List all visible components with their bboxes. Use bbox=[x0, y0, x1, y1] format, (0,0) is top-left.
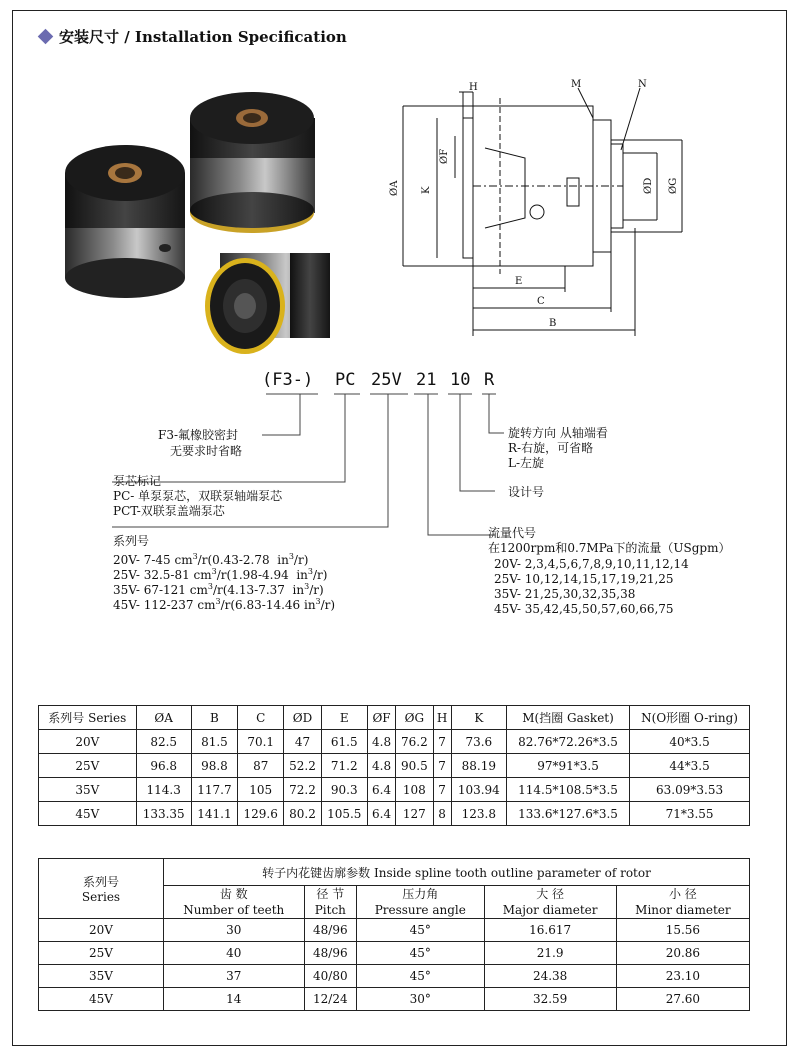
drawing-label-b: B bbox=[549, 318, 557, 329]
cell: 52.2 bbox=[284, 754, 321, 778]
table-row bbox=[39, 730, 750, 754]
cell: 12/24 bbox=[304, 988, 357, 1011]
cell: 82.76*72.26*3.5 bbox=[506, 730, 629, 754]
cell: 4.8 bbox=[367, 754, 395, 778]
cell: 71*3.55 bbox=[630, 802, 750, 826]
th-teeth: 齿 数 Number of teeth bbox=[164, 886, 305, 919]
drawing-label-e: E bbox=[515, 276, 523, 287]
cell: 127 bbox=[396, 802, 433, 826]
cell: 27.60 bbox=[616, 988, 749, 1011]
cell: 108 bbox=[396, 778, 433, 802]
code-part-design: 10 bbox=[450, 370, 471, 390]
cell: 76.2 bbox=[396, 730, 433, 754]
th-f: ØF bbox=[367, 706, 395, 730]
core-note-3: PCT-双联泵盖端泵芯 bbox=[113, 504, 225, 518]
th-d: ØD bbox=[284, 706, 321, 730]
cell: 6.4 bbox=[367, 802, 395, 826]
cell: 25V bbox=[39, 942, 164, 965]
cell: 32.59 bbox=[484, 988, 616, 1011]
flow-note-25v: 25V- 10,12,14,15,17,19,21,25 bbox=[494, 572, 674, 586]
cell: 20.86 bbox=[616, 942, 749, 965]
cartridge-back bbox=[190, 92, 315, 233]
code-part-flow: 21 bbox=[416, 370, 437, 390]
table-row bbox=[39, 919, 750, 942]
cell: 105 bbox=[238, 778, 284, 802]
cell: 48/96 bbox=[304, 919, 357, 942]
code-part-series: 25V bbox=[371, 370, 402, 390]
cell: 129.6 bbox=[238, 802, 284, 826]
th-pressure-angle: 压力角 Pressure angle bbox=[357, 886, 484, 919]
dimension-table-header bbox=[39, 706, 750, 730]
th-h: H bbox=[433, 706, 451, 730]
cell: 20V bbox=[39, 730, 137, 754]
series-note-35v: 35V- 67-121 $cm^3/r(4.13-7.37$ $in^3/r$) bbox=[113, 582, 324, 597]
core-note-2: PC- 单泵泵芯，双联泵轴端泵芯 bbox=[113, 489, 283, 503]
th-series: 系列号 Series bbox=[39, 706, 137, 730]
th-pitch: 径 节 Pitch bbox=[304, 886, 357, 919]
cell: 117.7 bbox=[191, 778, 237, 802]
cell: 114.3 bbox=[136, 778, 191, 802]
series-note-title: 系列号 bbox=[113, 534, 150, 548]
series-note-45v: 45V- 112-237 $cm^3/r(6.83-14.46$ $in^3/r$) bbox=[113, 597, 336, 612]
spline-table-title: 转子内花键齿廓参数 Inside spline tooth outline parameter of rotor bbox=[164, 859, 750, 886]
cell: 35V bbox=[39, 965, 164, 988]
series-note-25v: 25V- 32.5-81 $cm^3/r(1.98-4.94$ $in^3/r$) bbox=[113, 567, 328, 582]
spline-series-en: Series bbox=[81, 890, 121, 904]
th-k: K bbox=[451, 706, 506, 730]
cell: 14 bbox=[164, 988, 305, 1011]
table-row bbox=[39, 802, 750, 826]
cell: 87 bbox=[238, 754, 284, 778]
cell: 98.8 bbox=[191, 754, 237, 778]
product-photo bbox=[55, 78, 345, 358]
design-note: 设计号 bbox=[508, 485, 545, 499]
spline-series-header bbox=[39, 859, 164, 919]
cell: 63.09*3.53 bbox=[630, 778, 750, 802]
cell: 23.10 bbox=[616, 965, 749, 988]
cell: 141.1 bbox=[191, 802, 237, 826]
cell: 47 bbox=[284, 730, 321, 754]
dimension-table bbox=[38, 705, 750, 826]
cell: 45° bbox=[357, 942, 484, 965]
cell: 82.5 bbox=[136, 730, 191, 754]
cell: 45° bbox=[357, 919, 484, 942]
th-a: ØA bbox=[136, 706, 191, 730]
drawing-label-g: ØG bbox=[668, 177, 679, 194]
series-note-20v: 20V- 7-45 $cm^3/r(0.43-2.78$ $in^3/r$) bbox=[113, 552, 309, 567]
flow-note-1: 流量代号 bbox=[488, 526, 537, 540]
cell: 30 bbox=[164, 919, 305, 942]
spline-table-title-row bbox=[39, 859, 750, 886]
cell: 6.4 bbox=[367, 778, 395, 802]
rotation-note-2: R-右旋，可省略 bbox=[508, 441, 594, 455]
cell: 8 bbox=[433, 802, 451, 826]
code-part-f3: (F3-) bbox=[262, 370, 314, 390]
cell: 90.5 bbox=[396, 754, 433, 778]
cell: 71.2 bbox=[321, 754, 367, 778]
cell: 7 bbox=[433, 778, 451, 802]
cell: 16.617 bbox=[484, 919, 616, 942]
cell: 133.35 bbox=[136, 802, 191, 826]
drawing-label-k: K bbox=[421, 186, 432, 194]
drawing-label-a: ØA bbox=[389, 180, 400, 196]
cell: 103.94 bbox=[451, 778, 506, 802]
cell: 80.2 bbox=[284, 802, 321, 826]
th-g: ØG bbox=[396, 706, 433, 730]
flow-note-20v: 20V- 2,3,4,5,6,7,8,9,10,11,12,14 bbox=[494, 557, 689, 571]
rotation-note-1: 旋转方向 从轴端看 bbox=[508, 426, 608, 440]
cell: 40 bbox=[164, 942, 305, 965]
cell: 20V bbox=[39, 919, 164, 942]
cell: 45V bbox=[39, 988, 164, 1011]
heading-text: 安装尺寸 / Installation Specification bbox=[59, 28, 347, 46]
cell: 72.2 bbox=[284, 778, 321, 802]
th-minor-diameter: 小 径 Minor diameter bbox=[616, 886, 749, 919]
spline-table bbox=[38, 858, 750, 1011]
table-row bbox=[39, 754, 750, 778]
table-row bbox=[39, 942, 750, 965]
th-c: C bbox=[238, 706, 284, 730]
cell: 70.1 bbox=[238, 730, 284, 754]
seal-note-2: 无要求时省略 bbox=[170, 444, 243, 458]
cell: 45V bbox=[39, 802, 137, 826]
drawing-label-m: M bbox=[571, 79, 582, 90]
table-row bbox=[39, 778, 750, 802]
cell: 88.19 bbox=[451, 754, 506, 778]
cell: 25V bbox=[39, 754, 137, 778]
cell: 44*3.5 bbox=[630, 754, 750, 778]
core-note-1: 泵芯标记 bbox=[113, 474, 162, 488]
flow-note-2: 在1200rpm和0.7MPa下的流量（USgpm） bbox=[488, 541, 731, 555]
drawing-label-f: ØF bbox=[439, 148, 450, 164]
code-part-rotation: R bbox=[484, 370, 495, 390]
cell: 4.8 bbox=[367, 730, 395, 754]
cell: 37 bbox=[164, 965, 305, 988]
cell: 73.6 bbox=[451, 730, 506, 754]
cell: 97*91*3.5 bbox=[506, 754, 629, 778]
cell: 133.6*127.6*3.5 bbox=[506, 802, 629, 826]
cartridge-left bbox=[65, 145, 185, 298]
cell: 96.8 bbox=[136, 754, 191, 778]
dimension-drawing bbox=[385, 78, 695, 348]
spline-series-cn: 系列号 bbox=[82, 875, 119, 889]
drawing-label-n: N bbox=[638, 79, 647, 90]
code-part-pc: PC bbox=[335, 370, 356, 390]
cell: 35V bbox=[39, 778, 137, 802]
diamond-bullet-icon bbox=[38, 29, 54, 45]
cell: 7 bbox=[433, 730, 451, 754]
th-major-diameter: 大 径 Major diameter bbox=[484, 886, 616, 919]
cell: 45° bbox=[357, 965, 484, 988]
th-e: E bbox=[321, 706, 367, 730]
cell: 114.5*108.5*3.5 bbox=[506, 778, 629, 802]
section-heading bbox=[40, 26, 347, 47]
cell: 40*3.5 bbox=[630, 730, 750, 754]
th-n: N(O形圈 O-ring) bbox=[630, 706, 750, 730]
cell: 90.3 bbox=[321, 778, 367, 802]
seal-note-1: F3-氟橡胶密封 bbox=[158, 428, 239, 442]
drawing-label-d: ØD bbox=[643, 177, 654, 194]
th-b: B bbox=[191, 706, 237, 730]
table-row bbox=[39, 988, 750, 1011]
cell: 48/96 bbox=[304, 942, 357, 965]
cell: 7 bbox=[433, 754, 451, 778]
cartridge-front bbox=[205, 253, 330, 354]
cell: 40/80 bbox=[304, 965, 357, 988]
cell: 30° bbox=[357, 988, 484, 1011]
drawing-label-h: H bbox=[469, 82, 478, 93]
rotation-note-3: L-左旋 bbox=[508, 456, 545, 470]
th-m: M(挡圈 Gasket) bbox=[506, 706, 629, 730]
drawing-label-c: C bbox=[537, 296, 545, 307]
cell: 61.5 bbox=[321, 730, 367, 754]
flow-note-35v: 35V- 21,25,30,32,35,38 bbox=[494, 587, 636, 601]
cell: 105.5 bbox=[321, 802, 367, 826]
flow-note-45v: 45V- 35,42,45,50,57,60,66,75 bbox=[494, 602, 674, 616]
cell: 21.9 bbox=[484, 942, 616, 965]
cell: 15.56 bbox=[616, 919, 749, 942]
cell: 24.38 bbox=[484, 965, 616, 988]
table-row bbox=[39, 965, 750, 988]
cell: 123.8 bbox=[451, 802, 506, 826]
cell: 81.5 bbox=[191, 730, 237, 754]
